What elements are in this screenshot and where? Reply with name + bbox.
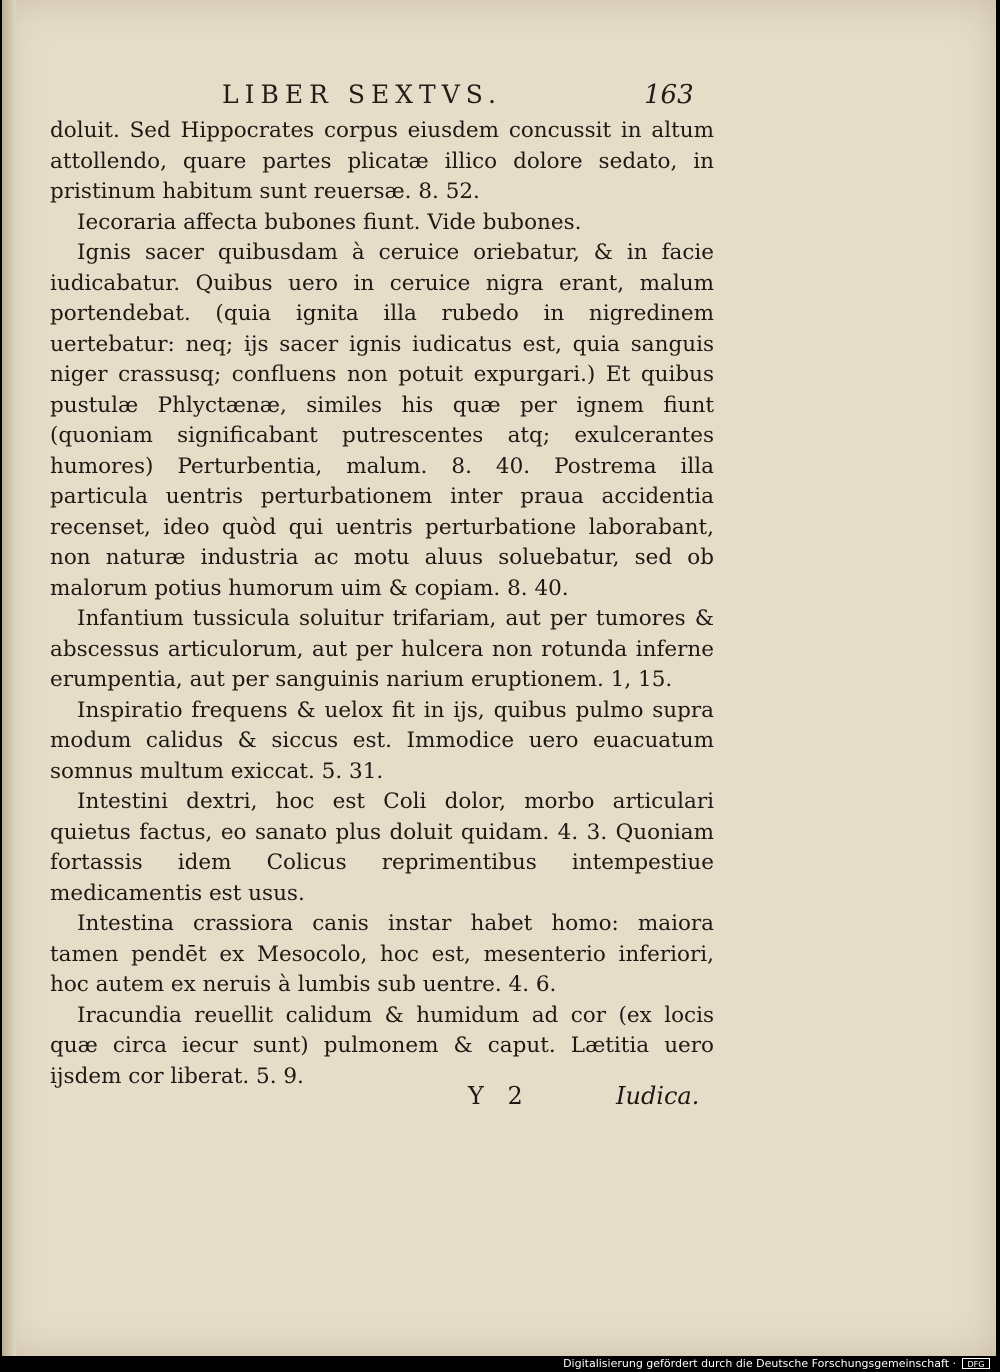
page-gutter-shadow	[2, 0, 16, 1356]
paragraph-intestini: Intestini dextri, hoc est Coli dolor, morbo articulari quietus factus, eo sanato plus doluit quidam. 4. 3. Quoniam fortassis idem Colicus reprimentibus intempestiue medicamentis est usus.	[50, 789, 714, 906]
dfg-logo-icon: DFG	[962, 1358, 990, 1369]
paragraph-inspiratio: Inspiratio frequens & uelox fit in ijs, quibus pulmo supra modum calidus & siccus est. Immodice uero euacuatum somnus multum exiccat. 5. 31.	[50, 697, 714, 784]
page-number: 163	[644, 80, 694, 110]
paragraph-ignis-sacer: Ignis sacer quibusdam à ceruice oriebatur, & in facie iudicabatur. Quibus uero in ceruice nigra erant, malum portendebat. (quia ignita illa rubedo in nigredinem uertebatur: neq; ijs sacer ignis iudicatus est, quia sanguis niger crassusq; confluens non potuit expurgari.) Et quibus pustulæ Phlyctænæ, similes his quæ per ignem fiunt (quoniam significabant putrescentes atq; exulcerantes humores) Perturbentia, malum. 8. 40. Postrema illa particula uentris perturbationem inter praua accidentia recenset, ideo quòd qui uentris perturbatione laborabant, non naturæ industria ac motu aluus soluebatur, sed ob malorum potius humorum uim & copiam. 8. 40.	[50, 240, 714, 601]
funding-credit: Digitalisierung gefördert durch die Deutsche Forschungsgemeinschaft ·	[563, 1357, 956, 1370]
paragraph-intestina: Intestina crassiora canis instar habet homo: maiora tamen pendēt ex Mesocolo, hoc est, mesenterio inferiori, hoc autem ex neruis à lumbis sub uentre. 4. 6.	[50, 911, 714, 997]
catchword: Iudica.	[616, 1082, 700, 1110]
paragraph-continuation: doluit. Sed Hippocrates corpus eiusdem concussit in altum attollendo, quare partes plicatæ illico dolore sedato, in pristinum habitum sunt reuersæ. 8. 52.	[50, 118, 714, 204]
paragraph-iracundia: Iracundia reuellit calidum & humidum ad cor (ex locis quæ circa iecur sunt) pulmonem & caput. Lætitia uero ijsdem cor liberat. 5. 9.	[50, 1002, 714, 1089]
book-page	[2, 0, 996, 1356]
digitization-footer	[0, 1356, 1000, 1372]
page-header	[2, 80, 996, 116]
signature-mark: Y 2	[468, 1082, 531, 1110]
body-text	[50, 116, 714, 1092]
paragraph-infantium: Infantium tussicula soluitur trifariam, aut per tumores & abscessus articulorum, aut per hulcera non rotunda inferne erumpentia, aut per sanguinis narium eruptionem. 1, 15.	[50, 606, 714, 692]
catchline	[2, 1082, 996, 1116]
running-title: LIBER SEXTVS.	[222, 80, 502, 109]
paragraph-iecoraria: Iecoraria affecta bubones fiunt. Vide bubones.	[77, 209, 582, 235]
